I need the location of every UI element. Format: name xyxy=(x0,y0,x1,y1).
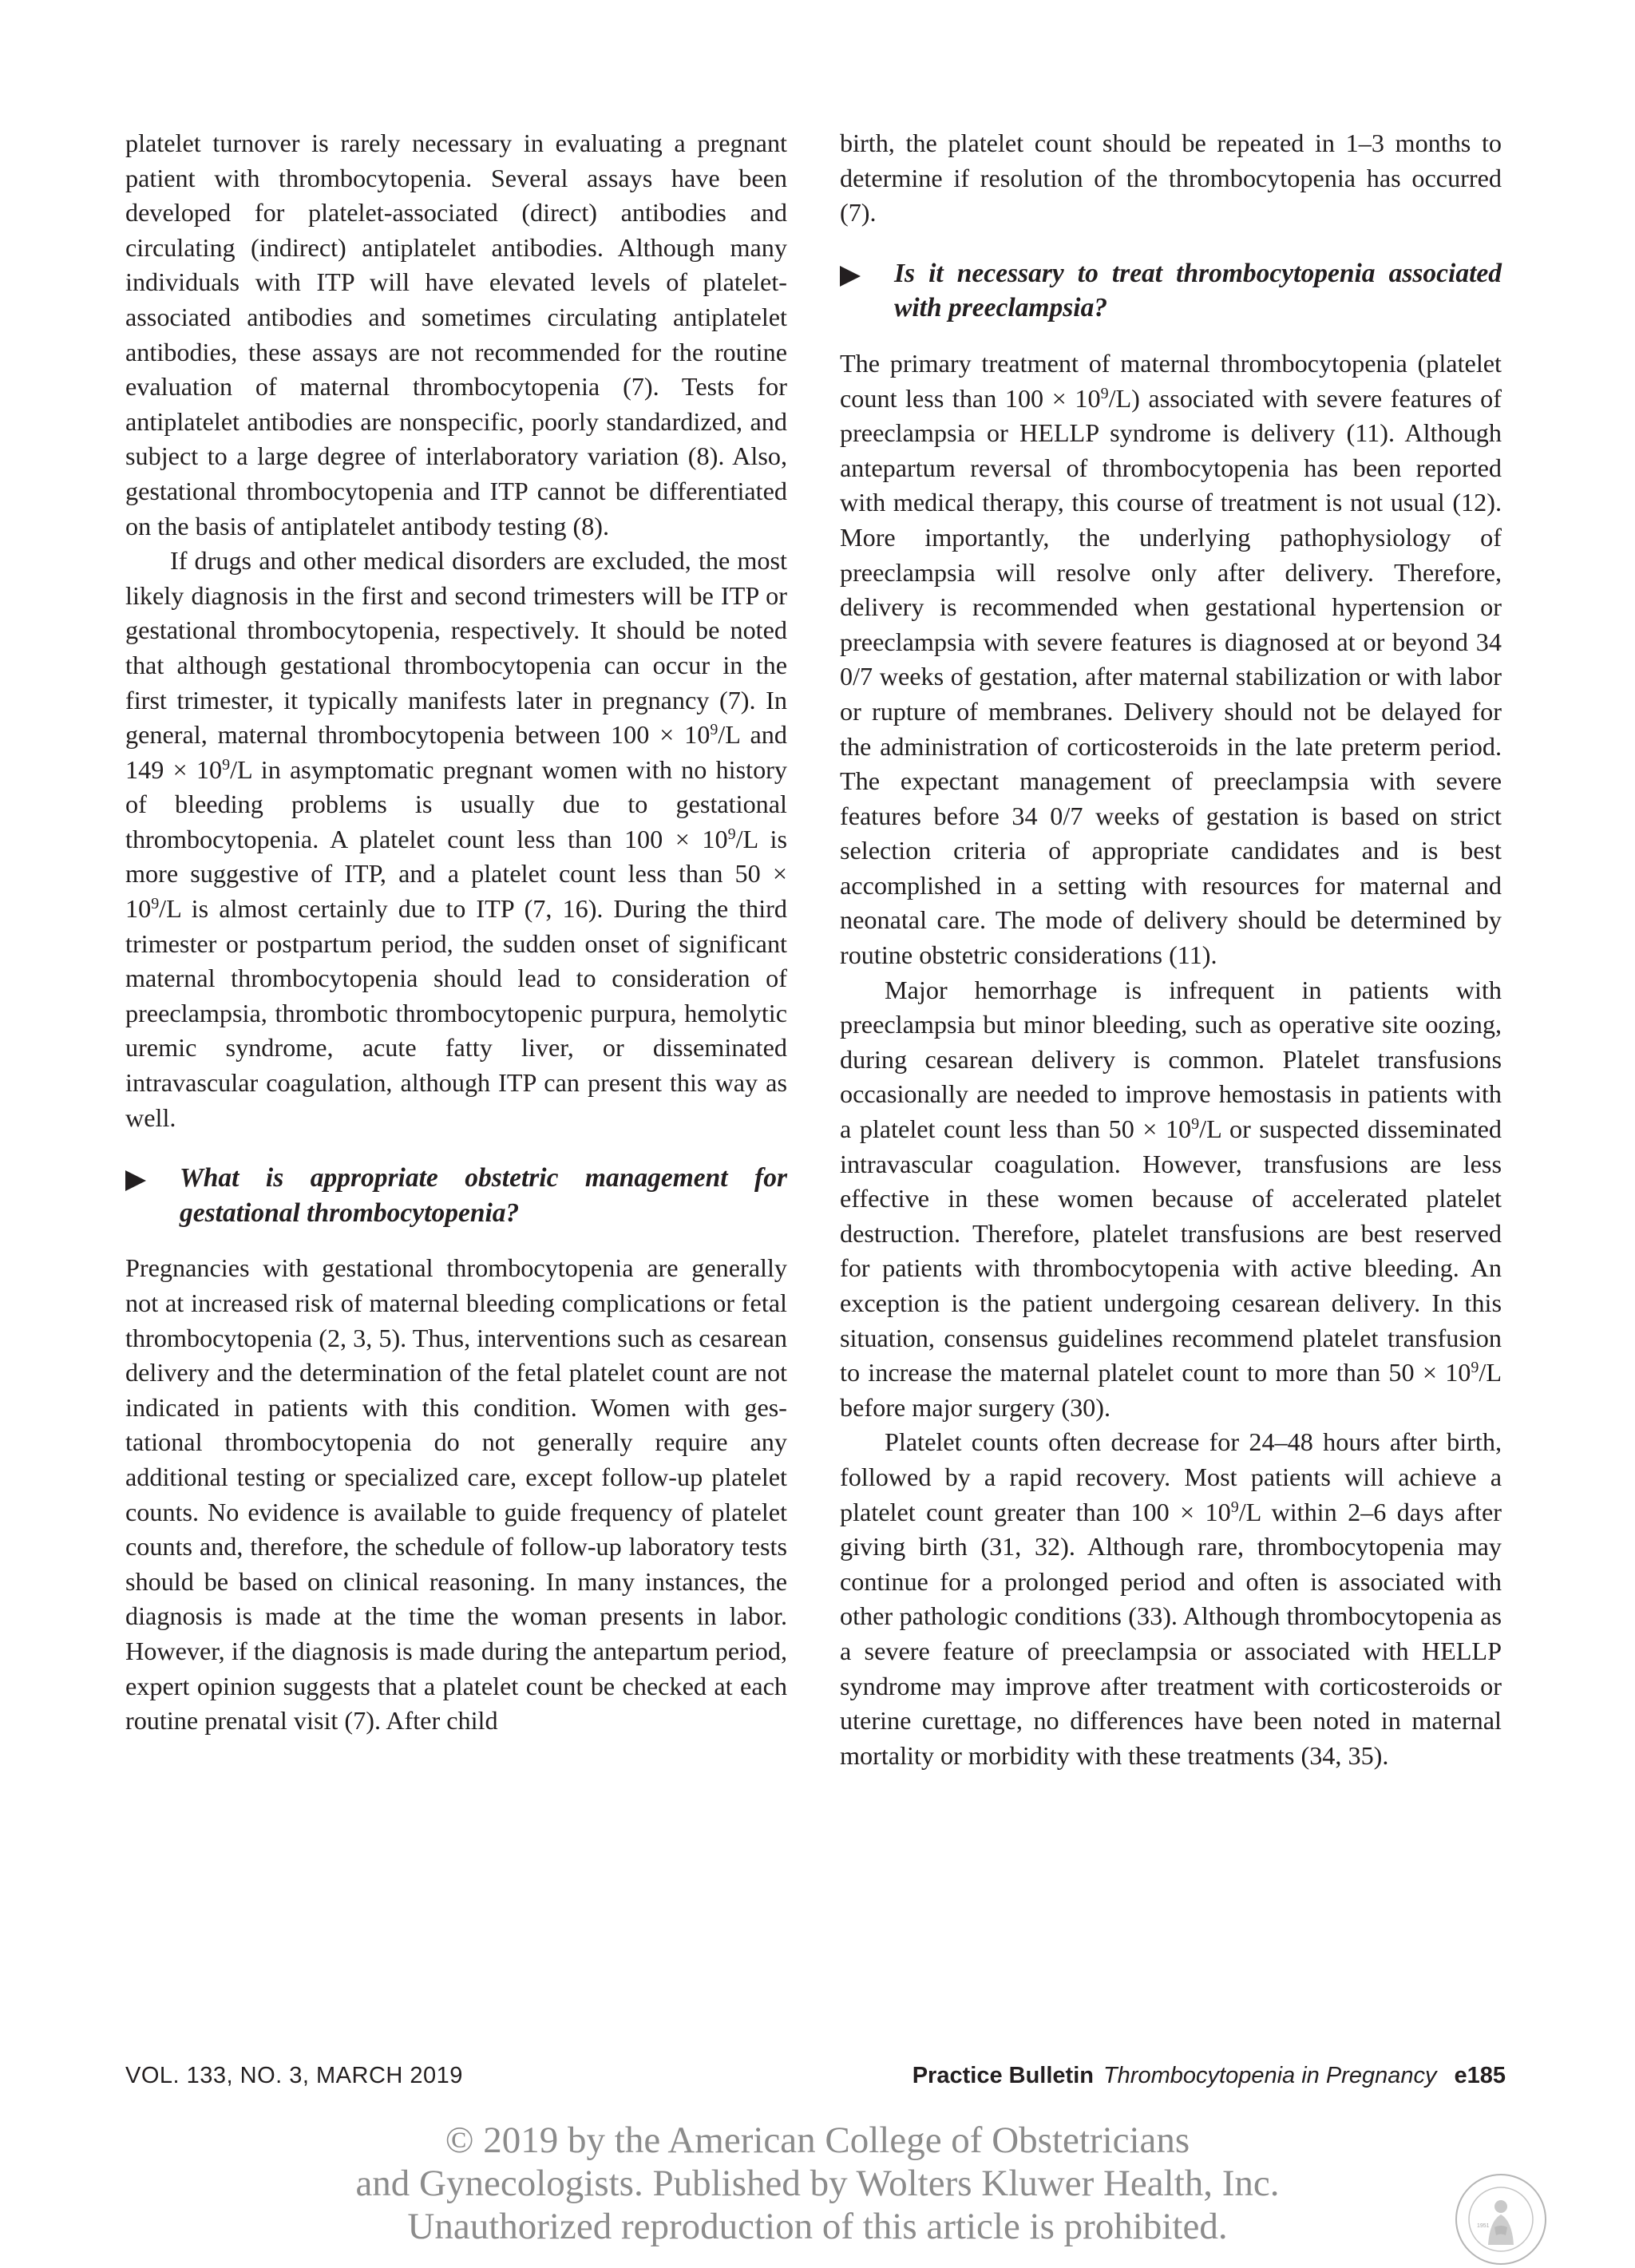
body-paragraph: birth, the platelet count should be repeated in 1–3 months to determine if resolution of the thrombocytopenia has occurred (7). xyxy=(840,129,1502,228)
volume-info: VOL. 133, NO. 3, MARCH 2019 xyxy=(125,2063,463,2088)
section-question-heading: Is it necessary to treat thrombocytopenia associated with preeclampsia? xyxy=(840,256,1502,326)
right-column xyxy=(840,126,1502,1773)
body-paragraph: The primary treatment of maternal thrombocytopenia (platelet count less than $100 \times 10^9/L$) associated with severe features of preeclampsia or HELLP syndrome is delivery (11). Although antepartum reversal of thrombocytopenia has been reported with medical therapy, this course of treatment is not usual (12). More importantly, the underlying pathophysiology of preeclampsia will resolve only after delivery. Therefore, delivery is recommended when gestational hypertension or preeclampsia with severe features is diagnosed at or beyond 34 0/7 weeks of gestation, after maternal stabilization or with labor or rupture of membranes. Delivery should not be delayed for the administration of corticosteroids in the late preterm period. The expectant management of preeclampsia with severe features before 34 0/7 weeks of gestation is based on strict selection criteria of appropriate candidates and is best accomplished in a setting with resources for maternal and neonatal care. The mode of delivery should be determined by routine obstetric considerations (11). xyxy=(840,348,1502,970)
page-number: e185 xyxy=(1454,2063,1506,2088)
left-column xyxy=(125,126,787,1739)
triangle-bullet-icon xyxy=(125,1170,146,1191)
body-paragraph: Pregnancies with gestational thrombocytopenia are generally not at increased risk of maternal bleeding complications or fetal thrombocytopenia (2, 3, 5). Thus, interventions such as cesarean delivery and the determination of the fetal platelet count are not indicated in patients with this condition. Women with gestational thrombocytopenia do not generally require any additional testing or specialized care, except follow-up platelet counts. No evidence is available to guide frequency of platelet counts and, therefore, the schedule of follow-up laboratory tests should be based on clinical reasoning. In many instances, the diagnosis is made at the time the woman presents in labor. However, if the diagnosis is made during the antepartum period, expert opinion suggests that a platelet count be checked at each routine prenatal visit (7). After child xyxy=(125,1253,787,1736)
section-question-heading: What is appropriate obstetric management for gestational thrombocytopenia? xyxy=(125,1161,787,1230)
body-paragraph: Platelet counts often decrease for 24–48 hours after birth, followed by a rapid recovery. Most patients will achieve a platelet count greater than $100 \times 10^9/L$ within 2–6 days after giving birth (31, 32). Although rare, thrombocytopenia may continue for a prolonged period and often is associated with other pathologic conditions (33). Although thrombocytopenia as a severe feature of preeclampsia or associated with HELLP syndrome may improve after treatment with corticosteroids or uterine curettage, no differences have been noted in maternal mortality or morbidity with these treatments (34, 35). xyxy=(840,1427,1502,1770)
svg-text:1951: 1951 xyxy=(1477,2223,1490,2229)
body-paragraph: Major hemorrhage is infrequent in patients with preeclampsia but minor bleeding, such as operative site oozing, during cesarean delivery is common. Platelet transfusions occasionally are needed to improve hemostasis in patients with a platelet count less than $50 \times 10^9/L$ or suspected disseminated intravascular coagulation. However, transfusions are less effective in these women because of accelerated platelet destruction. Therefore, platelet transfusions are best reserved for patients with thrombocytopenia with active bleeding. An exception is the patient undergoing cesarean delivery. In this situation, consensus guidelines recommend platelet transfusion to increase the maternal platelet count to more than $50 \times 10^9/L$ before major surgery (30). xyxy=(840,975,1502,1422)
body-paragraph: If drugs and other medical disorders are excluded, the most likely diagnosis in the first and second trimesters will be ITP or gestational thrombocytopenia, respectively. It should be noted that although gestational thrombocytopenia can occur in the first trimester, it typically manifests later in pregnancy (7). In general, maternal thrombocytopenia between $100 \times 10^9/L$ and $149 \times 10^9/L$ in asymptomatic pregnant women with no history of bleeding problems is usually due to gestational thrombocytopenia. A platelet count less than $100 \times 10^9/L$ is more suggestive of ITP, and a platelet count less than $50 \times 10^9/L$ is almost certainly due to ITP (7, 16). During the third trimester or postpartum period, the sudden onset of significant maternal thrombocytopenia should lead to consideration of preeclampsia, thrombotic thrombocytopenic purpura, hemolytic uremic syndrome, acute fatty liver, or disseminated intravascular coagulation, although ITP can present this way as well. xyxy=(125,546,787,1132)
triangle-bullet-icon xyxy=(840,266,861,287)
body-paragraph: platelet turnover is rarely necessary in evaluating a pregnant patient with thrombocytopenia. Several assays have been developed for platelet-associated (direct) antibodies and circulating (indirect) antiplatelet antibodies. Although many individuals with ITP will have elevated levels of platelet-associated antibodies and sometimes circulating antiplatelet antibodies, these assays are not recommended for the routine evaluation of maternal thrombocytopenia (7). Tests for antiplatelet antibodies are nonspecific, poorly standardized, and subject to a large degree of interlaboratory variation (8). Also, gestational thrombocytopenia and ITP cannot be differentiated on the basis of antiplatelet antibody testing (8). xyxy=(125,129,787,540)
copyright-watermark: © 2019 by the American College of Obstetricians and Gynecologists. Published by Wolters Kluwer Health, Inc. Unauthorized reproduction of this article is prohibited. xyxy=(355,2120,1280,2247)
running-title: Practice Bulletin Thrombocytopenia in Pregnancy e185 xyxy=(912,2063,1506,2088)
acog-seal-icon xyxy=(1453,2171,1549,2267)
